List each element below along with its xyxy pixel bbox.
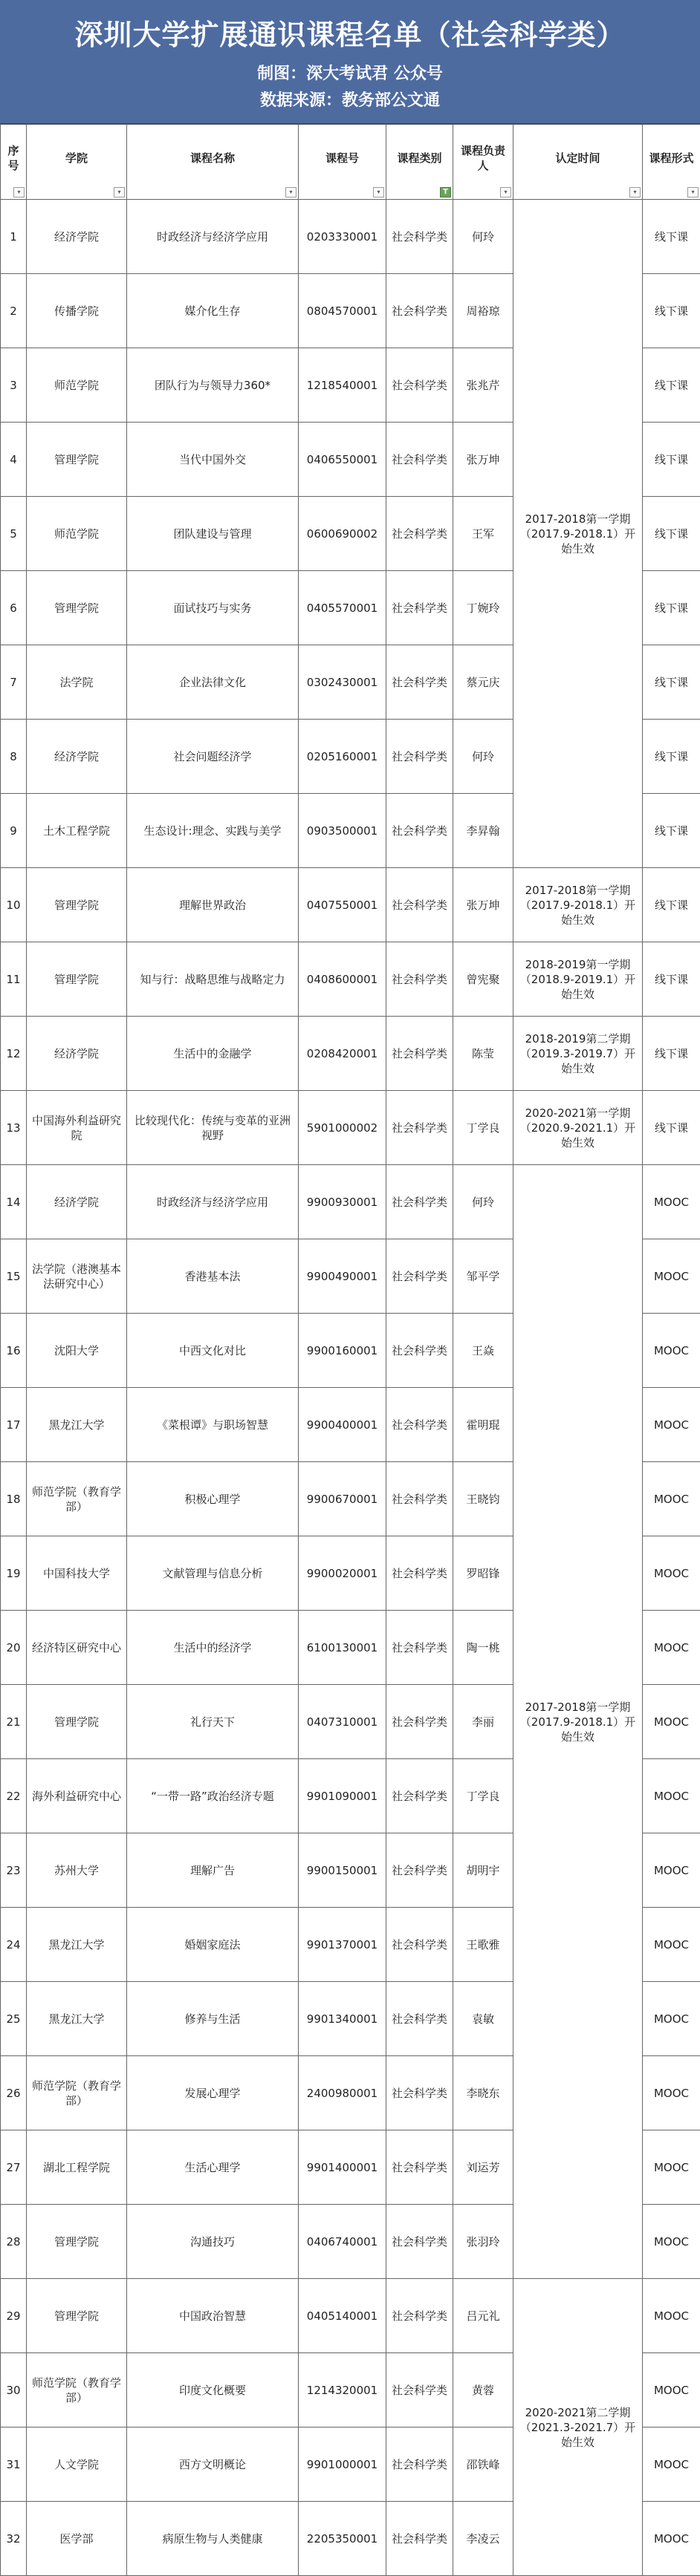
cell-code: 9901090001 [299,1759,386,1833]
cell-lead: 邹平学 [453,1239,513,1314]
cell-college: 人文学院 [27,2427,127,2502]
cell-no: 7 [1,645,27,720]
cell-form: 线下课 [643,200,700,274]
cell-lead: 李晓东 [453,2056,513,2130]
table-row [1,1091,700,1165]
cell-no: 31 [1,2427,27,2502]
cell-form: 线下课 [643,720,700,794]
cell-no: 11 [1,942,27,1017]
cell-type: 社会科学类 [386,2353,453,2427]
cell-lead: 周裕琼 [453,274,513,348]
cell-form: MOOC [643,1388,700,1462]
cell-college: 湖北工程学院 [27,2130,127,2205]
cell-college: 中国海外利益研究院 [27,1091,127,1165]
cell-course: 婚姻家庭法 [127,1908,299,1982]
cell-type: 社会科学类 [386,1017,453,1091]
cell-no: 26 [1,2056,27,2130]
cell-code: 5901000002 [299,1091,386,1165]
cell-no: 8 [1,720,27,794]
cell-course: 理解广告 [127,1833,299,1908]
cell-college: 法学院 [27,645,127,720]
cell-form: MOOC [643,1314,700,1388]
cell-lead: 陈莹 [453,1017,513,1091]
cell-period: 2020-2021第一学期（2020.9-2021.1）开始生效 [513,1091,643,1165]
cell-period: 2018-2019第二学期（2019.3-2019.7）开始生效 [513,1017,643,1091]
cell-no: 5 [1,497,27,571]
cell-type: 社会科学类 [386,1982,453,2056]
cell-form: MOOC [643,1611,700,1685]
cell-form: MOOC [643,1759,700,1833]
filter-dropdown-icon[interactable]: ▾ [13,187,25,198]
table-row [1,942,700,1017]
cell-form: 线下课 [643,274,700,348]
cell-course: 中国政治智慧 [127,2279,299,2353]
cell-period: 2017-2018第一学期（2017.9-2018.1）开始生效 [513,1165,643,2279]
cell-code: 9901000001 [299,2427,386,2502]
cell-code: 2205350001 [299,2502,386,2576]
cell-lead: 罗昭锋 [453,1536,513,1611]
cell-lead: 张万坤 [453,868,513,942]
cell-lead: 袁敏 [453,1982,513,2056]
cell-type: 社会科学类 [386,1239,453,1314]
table-row [1,868,700,942]
cell-code: 9900930001 [299,1165,386,1239]
cell-course: 企业法律文化 [127,645,299,720]
cell-code: 0406740001 [299,2205,386,2279]
cell-code: 9900490001 [299,1239,386,1314]
cell-type: 社会科学类 [386,1908,453,1982]
cell-type: 社会科学类 [386,274,453,348]
cell-college: 经济学院 [27,720,127,794]
cell-course: 西方文明概论 [127,2427,299,2502]
cell-course: 积极心理学 [127,1462,299,1536]
cell-type: 社会科学类 [386,1165,453,1239]
cell-course: 社会问题经济学 [127,720,299,794]
cell-type: 社会科学类 [386,2205,453,2279]
cell-course: 理解世界政治 [127,868,299,942]
cell-college: 黑龙江大学 [27,1908,127,1982]
cell-type: 社会科学类 [386,794,453,868]
cell-college: 管理学院 [27,868,127,942]
cell-college: 黑龙江大学 [27,1388,127,1462]
cell-lead: 胡明宇 [453,1833,513,1908]
cell-code: 0406550001 [299,423,386,497]
cell-college: 师范学院（教育学部） [27,2353,127,2427]
cell-code: 9900400001 [299,1388,386,1462]
table-row [1,2279,700,2353]
cell-college: 海外利益研究中心 [27,1759,127,1833]
cell-type: 社会科学类 [386,1759,453,1833]
cell-college: 管理学院 [27,942,127,1017]
cell-form: 线下课 [643,645,700,720]
cell-form: 线下课 [643,348,700,423]
cell-lead: 何玲 [453,200,513,274]
col-header-course: 课程名称 ▾ [127,125,299,200]
table-row [1,200,700,274]
cell-college: 经济学院 [27,200,127,274]
cell-no: 25 [1,1982,27,2056]
maker-credit: 制图：深大考试君 公众号 [0,61,700,84]
cell-form: MOOC [643,2205,700,2279]
cell-lead: 霍明琨 [453,1388,513,1462]
cell-course: 修养与生活 [127,1982,299,2056]
col-header-lead: 课程负责人 ▾ [453,125,513,200]
cell-type: 社会科学类 [386,2279,453,2353]
cell-code: 1214320001 [299,2353,386,2427]
col-header-college: 学院 ▾ [27,125,127,200]
cell-form: MOOC [643,2056,700,2130]
cell-lead: 丁婉玲 [453,571,513,645]
cell-college: 中国科技大学 [27,1536,127,1611]
cell-no: 20 [1,1611,27,1685]
cell-no: 9 [1,794,27,868]
filter-dropdown-icon[interactable]: ▾ [373,187,384,198]
cell-type: 社会科学类 [386,1611,453,1685]
cell-code: 9900670001 [299,1462,386,1536]
cell-form: 线下课 [643,1091,700,1165]
cell-type: 社会科学类 [386,1314,453,1388]
cell-type: 社会科学类 [386,1091,453,1165]
cell-code: 0208420001 [299,1017,386,1091]
cell-form: 线下课 [643,571,700,645]
cell-lead: 黄蓉 [453,2353,513,2427]
cell-college: 经济学院 [27,1165,127,1239]
cell-form: MOOC [643,1536,700,1611]
cell-course: 生活心理学 [127,2130,299,2205]
cell-course: 比较现代化：传统与变革的亚洲视野 [127,1091,299,1165]
cell-type: 社会科学类 [386,200,453,274]
cell-college: 法学院（港澳基本法研究中心） [27,1239,127,1314]
cell-college: 黑龙江大学 [27,1982,127,2056]
cell-no: 18 [1,1462,27,1536]
cell-college: 经济特区研究中心 [27,1611,127,1685]
cell-code: 6100130001 [299,1611,386,1685]
cell-college: 沈阳大学 [27,1314,127,1388]
cell-code: 0903500001 [299,794,386,868]
table-row [1,1165,700,1239]
cell-course: 香港基本法 [127,1239,299,1314]
cell-lead: 张万坤 [453,423,513,497]
cell-college: 管理学院 [27,571,127,645]
cell-college: 管理学院 [27,2279,127,2353]
cell-code: 0600690002 [299,497,386,571]
cell-type: 社会科学类 [386,2502,453,2576]
cell-lead: 邵铁峰 [453,2427,513,2502]
table-row [1,1017,700,1091]
cell-course: 面试技巧与实务 [127,571,299,645]
cell-college: 苏州大学 [27,1833,127,1908]
cell-form: MOOC [643,1833,700,1908]
cell-type: 社会科学类 [386,497,453,571]
cell-no: 4 [1,423,27,497]
cell-period: 2020-2021第二学期（2021.3-2021.7）开始生效 [513,2279,643,2576]
cell-no: 1 [1,200,27,274]
cell-period: 2017-2018第一学期（2017.9-2018.1）开始生效 [513,200,643,868]
cell-lead: 王歌雅 [453,1908,513,1982]
cell-course: 团队建设与管理 [127,497,299,571]
cell-form: MOOC [643,2130,700,2205]
cell-lead: 曾宪聚 [453,942,513,1017]
cell-code: 1218540001 [299,348,386,423]
cell-no: 21 [1,1685,27,1759]
cell-form: MOOC [643,1165,700,1239]
cell-code: 9901400001 [299,2130,386,2205]
cell-no: 2 [1,274,27,348]
cell-college: 管理学院 [27,2205,127,2279]
cell-course: 知与行：战略思维与战略定力 [127,942,299,1017]
cell-form: 线下课 [643,942,700,1017]
cell-college: 师范学院 [27,348,127,423]
cell-type: 社会科学类 [386,2427,453,2502]
cell-no: 24 [1,1908,27,1982]
cell-form: MOOC [643,1685,700,1759]
cell-college: 经济学院 [27,1017,127,1091]
cell-course: 印度文化概要 [127,2353,299,2427]
cell-lead: 陶一桃 [453,1611,513,1685]
page-title: 深圳大学扩展通识课程名单（社会科学类） [0,12,700,53]
cell-form: MOOC [643,1239,700,1314]
col-header-code: 课程号 ▾ [299,125,386,200]
cell-no: 23 [1,1833,27,1908]
cell-no: 13 [1,1091,27,1165]
cell-form: MOOC [643,1462,700,1536]
cell-course: 发展心理学 [127,2056,299,2130]
cell-no: 16 [1,1314,27,1388]
cell-code: 0405140001 [299,2279,386,2353]
cell-course: 生态设计:理念、实践与美学 [127,794,299,868]
cell-form: 线下课 [643,868,700,942]
cell-type: 社会科学类 [386,2130,453,2205]
cell-form: MOOC [643,1908,700,1982]
cell-course: 生活中的经济学 [127,1611,299,1685]
sheet-header [0,0,700,124]
cell-college: 管理学院 [27,1685,127,1759]
data-source: 数据来源：教务部公文通 [0,88,700,111]
cell-no: 10 [1,868,27,942]
cell-no: 3 [1,348,27,423]
cell-lead: 丁学良 [453,1091,513,1165]
cell-form: 线下课 [643,497,700,571]
cell-course: 当代中国外交 [127,423,299,497]
col-header-type: 课程类别 T [386,125,453,200]
cell-no: 27 [1,2130,27,2205]
cell-no: 22 [1,1759,27,1833]
cell-course: 病原生物与人类健康 [127,2502,299,2576]
cell-lead: 张兆芹 [453,348,513,423]
cell-code: 9901340001 [299,1982,386,2056]
cell-period: 2017-2018第一学期（2017.9-2018.1）开始生效 [513,868,643,942]
cell-type: 社会科学类 [386,1833,453,1908]
cell-lead: 蔡元庆 [453,645,513,720]
cell-course: 时政经济与经济学应用 [127,200,299,274]
cell-lead: 李昇翰 [453,794,513,868]
cell-code: 2400980001 [299,2056,386,2130]
cell-no: 12 [1,1017,27,1091]
cell-no: 17 [1,1388,27,1462]
cell-type: 社会科学类 [386,348,453,423]
cell-course: 时政经济与经济学应用 [127,1165,299,1239]
cell-code: 9900160001 [299,1314,386,1388]
cell-form: MOOC [643,2502,700,2576]
cell-type: 社会科学类 [386,423,453,497]
cell-code: 0203330001 [299,200,386,274]
cell-course: 团队行为与领导力360* [127,348,299,423]
cell-college: 管理学院 [27,423,127,497]
cell-lead: 王焱 [453,1314,513,1388]
cell-code: 0804570001 [299,274,386,348]
cell-lead: 刘运芳 [453,2130,513,2205]
cell-no: 6 [1,571,27,645]
filter-dropdown-icon[interactable]: ▾ [114,187,125,198]
filter-dropdown-icon[interactable]: ▾ [500,187,511,198]
cell-lead: 李凌云 [453,2502,513,2576]
cell-course: 媒介化生存 [127,274,299,348]
cell-college: 师范学院 [27,497,127,571]
cell-type: 社会科学类 [386,1388,453,1462]
col-header-no: 序号 ▾ [1,125,27,200]
cell-form: 线下课 [643,1017,700,1091]
cell-course: 礼行天下 [127,1685,299,1759]
cell-no: 28 [1,2205,27,2279]
cell-no: 19 [1,1536,27,1611]
cell-course: 沟通技巧 [127,2205,299,2279]
cell-type: 社会科学类 [386,2056,453,2130]
cell-course: “一带一路”政治经济专题 [127,1759,299,1833]
cell-lead: 吕元礼 [453,2279,513,2353]
cell-code: 9901370001 [299,1908,386,1982]
cell-form: MOOC [643,2427,700,2502]
cell-type: 社会科学类 [386,942,453,1017]
cell-code: 0408600001 [299,942,386,1017]
cell-course: 文献管理与信息分析 [127,1536,299,1611]
cell-lead: 李丽 [453,1685,513,1759]
cell-college: 医学部 [27,2502,127,2576]
col-header-form: 课程形式 ▾ [643,125,700,200]
cell-lead: 何玲 [453,720,513,794]
cell-code: 0407550001 [299,868,386,942]
col-header-period: 认定时间 ▾ [513,125,643,200]
cell-code: 9900150001 [299,1833,386,1908]
cell-college: 师范学院（教育学部） [27,2056,127,2130]
cell-no: 30 [1,2353,27,2427]
cell-period: 2018-2019第一学期（2018.9-2019.1）开始生效 [513,942,643,1017]
cell-lead: 张羽玲 [453,2205,513,2279]
cell-course: 《菜根谭》与职场智慧 [127,1388,299,1462]
filter-active-icon[interactable]: T [440,187,451,198]
filter-dropdown-icon[interactable]: ▾ [285,187,296,198]
cell-type: 社会科学类 [386,571,453,645]
cell-form: 线下课 [643,423,700,497]
filter-dropdown-icon[interactable]: ▾ [629,187,641,198]
cell-course: 中西文化对比 [127,1314,299,1388]
cell-form: MOOC [643,2279,700,2353]
cell-type: 社会科学类 [386,1685,453,1759]
cell-code: 0205160001 [299,720,386,794]
cell-lead: 王军 [453,497,513,571]
cell-course: 生活中的金融学 [127,1017,299,1091]
filter-dropdown-icon[interactable]: ▾ [687,187,699,198]
cell-college: 土木工程学院 [27,794,127,868]
cell-form: MOOC [643,2353,700,2427]
cell-no: 15 [1,1239,27,1314]
cell-code: 9900020001 [299,1536,386,1611]
cell-form: MOOC [643,1982,700,2056]
cell-no: 14 [1,1165,27,1239]
cell-lead: 丁学良 [453,1759,513,1833]
cell-college: 师范学院（教育学部） [27,1462,127,1536]
cell-type: 社会科学类 [386,645,453,720]
cell-lead: 何玲 [453,1165,513,1239]
cell-type: 社会科学类 [386,720,453,794]
header-row [1,125,700,200]
cell-code: 0407310001 [299,1685,386,1759]
cell-no: 29 [1,2279,27,2353]
cell-code: 0302430001 [299,645,386,720]
cell-type: 社会科学类 [386,1536,453,1611]
cell-college: 传播学院 [27,274,127,348]
course-table [0,124,700,2576]
cell-no: 32 [1,2502,27,2576]
cell-type: 社会科学类 [386,868,453,942]
cell-lead: 王晓钧 [453,1462,513,1536]
cell-type: 社会科学类 [386,1462,453,1536]
cell-form: 线下课 [643,794,700,868]
cell-code: 0405570001 [299,571,386,645]
